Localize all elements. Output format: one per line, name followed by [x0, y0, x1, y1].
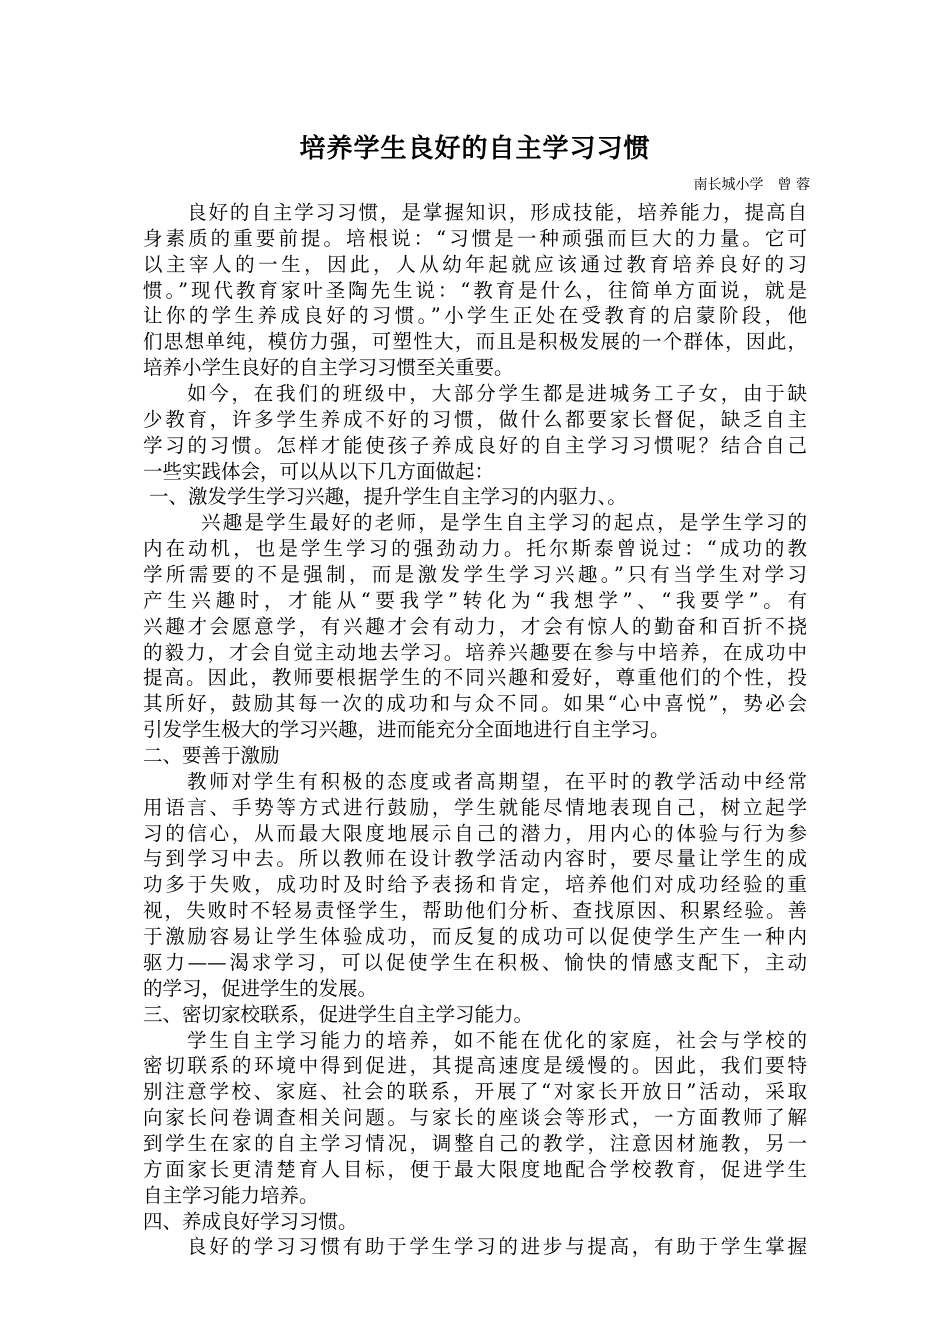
- author-line: 南长城小学 曾 蓉: [693, 177, 810, 193]
- text-line: 一些实践体会，可以从以下几方面做起：: [143, 459, 495, 483]
- document-body: [143, 200, 807, 1260]
- text-line: 学所需要的不是强制，而是激发学生学习兴趣。”只有当学生对学习: [143, 563, 807, 587]
- text-line: 惯。”现代教育家叶圣陶先生说：“教育是什么，往简单方面说，就是: [143, 278, 807, 302]
- text-line: 于激励容易让学生体验成功，而反复的成功可以促使学生产生一种内: [143, 925, 807, 949]
- text-line: 良好的学习习惯有助于学生学习的进步与提高，有助于学生掌握: [187, 1235, 807, 1259]
- text-line: 培养小学生良好的自主学习习惯至关重要。: [143, 356, 514, 380]
- text-line: 教师对学生有积极的态度或者高期望，在平时的教学活动中经常: [187, 769, 807, 793]
- text-line: 提高。因此，教师要根据学生的不同兴趣和爱好，尊重他们的个性，投: [143, 666, 807, 690]
- text-line: 其所好，鼓励其每一次的成功和与众不同。如果“心中喜悦”，势必会: [143, 692, 807, 716]
- text-line: 习的信心，从而最大限度地展示自己的潜力，用内心的体验与行为参: [143, 821, 807, 845]
- text-line: 让你的学生养成良好的习惯。”小学生正处在受教育的启蒙阶段，他: [143, 304, 807, 328]
- text-line: 以主宰人的一生，因此，人从幼年起就应该通过教育培养良好的习: [143, 252, 807, 276]
- text-line: 到学生在家的自主学习情况，调整自己的教学，注意因材施教，另一: [143, 1131, 807, 1155]
- text-line: 学生自主学习能力的培养，如不能在优化的家庭，社会与学校的: [187, 1028, 807, 1052]
- text-line: 向家长问卷调查相关问题。与家长的座谈会等形式，一方面教师了解: [143, 1106, 807, 1130]
- section-heading-3: 三、密切家校联系，促进学生自主学习能力。: [143, 1002, 534, 1026]
- section-heading-2: 二、要善于激励: [143, 744, 280, 768]
- text-line: 视，失败时不轻易责怪学生，帮助他们分析、查找原因、积累经验。善: [143, 899, 807, 923]
- text-line: 自主学习能力培养。: [143, 1183, 319, 1207]
- text-line: 密切联系的环境中得到促进，其提高速度是缓慢的。因此，我们要特: [143, 1054, 807, 1078]
- text-line: 方面家长更清楚育人目标，便于最大限度地配合学校教育，促进学生: [143, 1157, 807, 1181]
- text-line: 用语言、手势等方式进行鼓励，学生就能尽情地表现自己，树立起学: [143, 795, 807, 819]
- text-line: 学习的习惯。怎样才能使孩子养成良好的自主学习习惯呢？结合自己: [143, 433, 807, 457]
- text-line: 的学习，促进学生的发展。: [143, 976, 378, 1000]
- text-line: 驱力——渴求学习，可以促使学生在积极、愉快的情感支配下，主动: [143, 950, 807, 974]
- text-line: 引发学生极大的学习兴趣，进而能充分全面地进行自主学习。: [143, 718, 670, 742]
- text-line: 兴趣才会愿意学，有兴趣才会有动力，才会有惊人的勤奋和百折不挠: [143, 614, 807, 638]
- text-line: 产生兴趣时，才能从“要我学”转化为“我想学”、“我要学”。有: [143, 588, 807, 612]
- text-line: 功多于失败，成功时及时给予表扬和肯定，培养他们对成功经验的重: [143, 873, 807, 897]
- text-line: 别注意学校、家庭、社会的联系，开展了“对家长开放日”活动，采取: [143, 1080, 807, 1104]
- text-line: 良好的自主学习习惯，是掌握知识，形成技能，培养能力，提高自: [187, 201, 807, 224]
- section-heading-4: 四、养成良好学习习惯。: [143, 1209, 358, 1233]
- text-line: 内在动机，也是学生学习的强劲动力。托尔斯泰曾说过：“成功的教: [143, 537, 807, 561]
- text-line: 少教育，许多学生养成不好的习惯，做什么都要家长督促，缺乏自主: [143, 407, 807, 431]
- text-line: 身素质的重要前提。培根说：“习惯是一种顽强而巨大的力量。它可: [143, 226, 807, 250]
- document-title: 培养学生良好的自主学习习惯: [299, 134, 651, 164]
- text-line: 兴趣是学生最好的老师，是学生自主学习的起点，是学生学习的: [201, 511, 807, 535]
- text-line: 们思想单纯，模仿力强，可塑性大，而且是积极发展的一个群体，因此，: [143, 330, 807, 354]
- text-line: 的毅力，才会自觉主动地去学习。培养兴趣要在参与中培养，在成功中: [143, 640, 807, 664]
- text-line: 与到学习中去。所以教师在设计教学活动内容时，要尽量让学生的成: [143, 847, 807, 871]
- section-heading-1: 一、激发学生学习兴趣，提升学生自主学习的内驱力、。: [149, 485, 627, 509]
- text-line: 如今，在我们的班级中，大部分学生都是进城务工子女，由于缺: [187, 382, 807, 406]
